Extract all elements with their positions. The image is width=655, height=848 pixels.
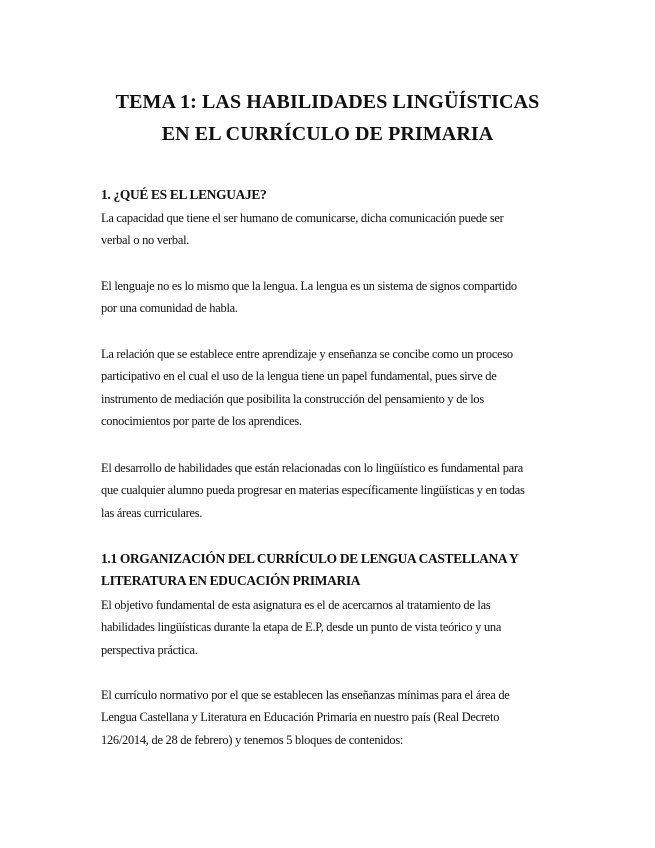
document-title bbox=[60, 86, 595, 150]
heading-line: LITERATURA EN EDUCACIÓN PRIMARIA bbox=[101, 573, 361, 588]
title-line: EN EL CURRÍCULO DE PRIMARIA bbox=[161, 123, 494, 145]
paragraph-line: Lengua Castellana y Literatura en Educación Primaria en nuestro país (Real Decreto bbox=[101, 710, 500, 725]
paragraph-line: perspectiva práctica. bbox=[101, 642, 198, 657]
paragraph bbox=[101, 275, 561, 320]
paragraph-line: La capacidad que tiene el ser humano de comunicarse, dicha comunicación puede ser bbox=[101, 211, 504, 225]
paragraph bbox=[101, 343, 561, 432]
heading-line: 1.1 ORGANIZACIÓN DEL CURRÍCULO DE LENGUA CASTELLANA Y bbox=[101, 551, 519, 566]
paragraph-line: El objetivo fundamental de esta asignatura es el de acercarnos al tratamiento de las bbox=[101, 598, 491, 612]
paragraph bbox=[101, 684, 561, 751]
paragraph-line: participativo en el cual el uso de la lengua tiene un papel fundamental, pues sirve de bbox=[101, 369, 497, 384]
title-line: TEMA 1: LAS HABILIDADES LINGÜÍSTICAS bbox=[115, 91, 540, 113]
paragraph-line: 126/2014, de 28 de febrero) y tenemos 5 bloques de contenidos: bbox=[101, 732, 404, 747]
paragraph-line: conocimientos por parte de los aprendices. bbox=[101, 413, 302, 428]
paragraph-line: La relación que se establece entre aprendizaje y enseñanza se concibe como un proceso bbox=[101, 347, 513, 361]
paragraph-line: El desarrollo de habilidades que están relacionadas con lo lingüístico es fundamental para bbox=[101, 461, 524, 475]
paragraph bbox=[101, 594, 561, 661]
paragraph-line: por una comunidad de habla. bbox=[101, 301, 238, 316]
paragraph-line: que cualquier alumno pueda progresar en materias específicamente lingüísticas y en todas bbox=[101, 483, 525, 498]
paragraph-line: habilidades lingüísticas durante la etapa de E.P, desde un punto de vista teórico y una bbox=[101, 620, 502, 635]
section-1-1-heading bbox=[101, 548, 561, 592]
paragraph bbox=[101, 457, 561, 524]
paragraph-line: verbal o no verbal. bbox=[101, 233, 190, 248]
section-1-heading: 1. ¿QUÉ ES EL LENGUAJE? bbox=[101, 187, 267, 202]
paragraph-line: El lenguaje no es lo mismo que la lengua. La lengua es un sistema de signos compartido bbox=[101, 279, 517, 293]
paragraph-line: El currículo normativo por el que se establecen las enseñanzas mínimas para el área de bbox=[101, 688, 510, 702]
paragraph-line: instrumento de mediación que posibilita la construcción del pensamiento y de los bbox=[101, 391, 484, 406]
paragraph bbox=[101, 207, 561, 252]
paragraph-line: las áreas curriculares. bbox=[101, 505, 203, 520]
